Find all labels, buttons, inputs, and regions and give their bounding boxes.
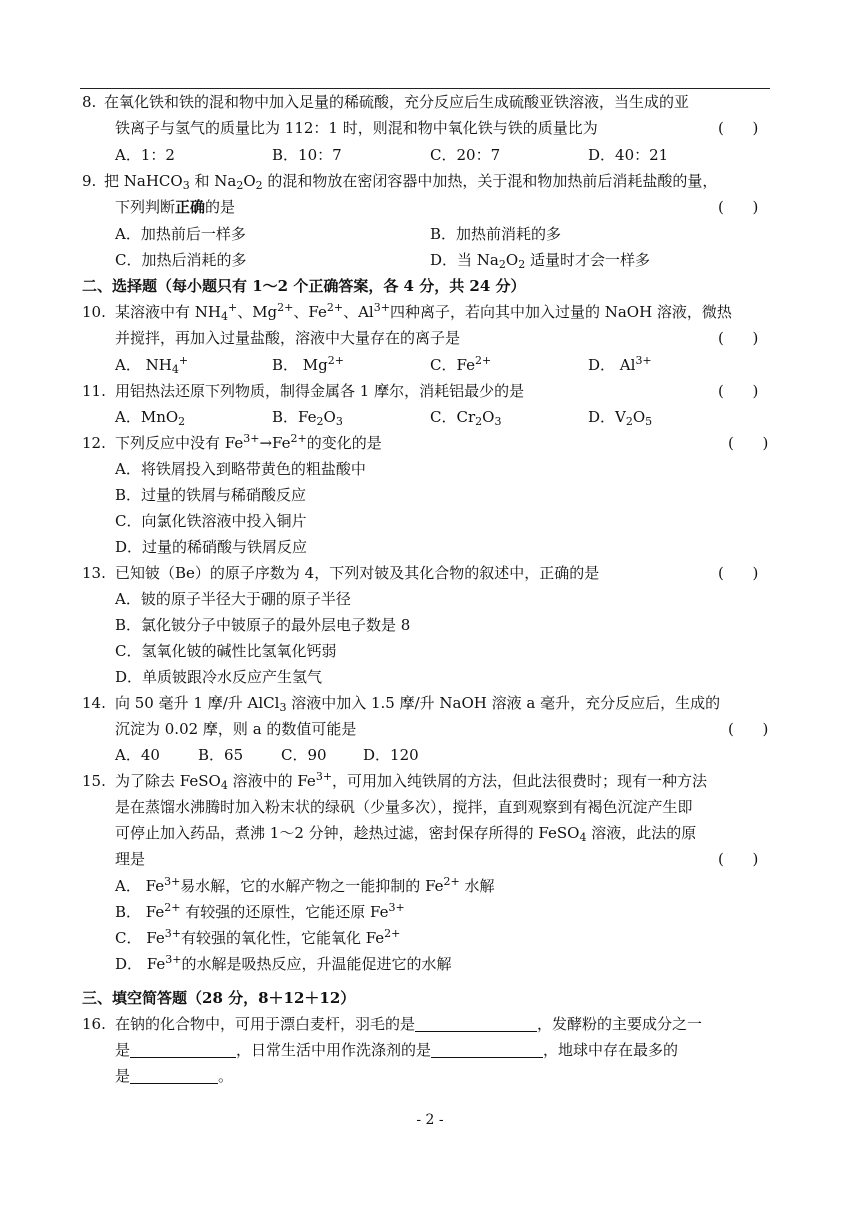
q15-line1: 为了除去 FeSO$_4$ 溶液中的 $Fe^{3+}$，可用加入纯铁屑的方法，但此法很费时；现有一种方法: [115, 770, 708, 792]
q8-option-b: B．10：7: [272, 146, 342, 164]
q11-option-d: D．$V_2O_5$: [588, 408, 653, 428]
header-rule: [80, 88, 770, 89]
q14-option-b: B．65: [198, 746, 244, 764]
q12-line1: 下列反应中没有 $Fe^{3+}\to Fe^{2+}$的变化的是: [115, 432, 382, 452]
q9-number: 9.: [82, 172, 97, 190]
q10-option-b: B． $Mg^{2+}$: [272, 354, 344, 374]
q13-option-a: A．铍的原子半径大于硼的原子半径: [115, 590, 351, 608]
q15-option-c: C． $Fe^{3+}$有较强的氧化性，它能氧化 $Fe^{2+}$: [115, 927, 401, 947]
q9-option-d: D．当 $Na_2O_2$ 适量时才会一样多: [430, 251, 650, 271]
q9-option-c: C．加热后消耗的多: [115, 251, 247, 269]
q12-option-a: A．将铁屑投入到略带黄色的粗盐酸中: [115, 460, 366, 478]
q12-option-d: D．过量的稀硝酸与铁屑反应: [115, 538, 308, 556]
q10-option-d: D． $Al^{3+}$: [588, 354, 652, 374]
q14-option-a: A．40: [115, 746, 160, 764]
q13-number: 13.: [82, 564, 106, 582]
q9-line2: 下列判断正确的是: [115, 198, 236, 216]
q8-option-a: A．1：2: [115, 146, 175, 164]
q11-number: 11.: [82, 382, 106, 400]
q11-option-c: C．$Cr_2O_3$: [430, 408, 502, 428]
page-number: - 2 -: [416, 1112, 444, 1128]
q9-option-a: A．加热前后一样多: [115, 225, 246, 243]
q11-option-a: A．MnO$_2$: [115, 408, 186, 428]
q15-line2: 是在蒸馏水沸腾时加入粉末状的绿矾（少量多次），搅拌，直到观察到有褐色沉淀产生即: [115, 798, 693, 816]
q8-number: 8.: [82, 93, 97, 111]
q8-option-d: D．40：21: [588, 146, 669, 164]
q13-option-b: B．氯化铍分子中铍原子的最外层电子数是 8: [115, 616, 411, 634]
q16-blank-1[interactable]: [415, 1015, 537, 1032]
q15-option-a: A． $Fe^{3+}$易水解，它的水解产物之一能抑制的 $Fe^{2+}$ 水解: [115, 875, 495, 895]
q12-option-c: C．向氯化铁溶液中投入铜片: [115, 512, 307, 530]
q14-answer-paren: ( ): [728, 720, 769, 738]
q15-line4: 理是: [115, 850, 146, 868]
q16-blank-3[interactable]: [431, 1041, 543, 1058]
section-3-heading: 三、填空简答题（28 分，8＋12＋12）: [82, 989, 356, 1007]
q8-option-c: C．20：7: [430, 146, 501, 164]
q8-line1: 在氧化铁和铁的混和物中加入足量的稀硫酸，充分反应后生成硫酸亚铁溶液，当生成的亚: [104, 93, 690, 111]
q12-number: 12.: [82, 434, 106, 452]
q16-line1: 在钠的化合物中，可用于漂白麦杆，羽毛的是 ，发酵粉的主要成分之一: [115, 1015, 703, 1033]
q10-line1: 某溶液中有 $NH_4^+$、$Mg^{2+}$、$Fe^{2+}$、$Al^{3+}$四种离子，若向其中加入过量的 NaOH 溶液，微热: [115, 301, 732, 323]
q15-option-b: B． $Fe^{2+}$ 有较强的还原性，它能还原 $Fe^{3+}$: [115, 901, 405, 921]
q10-option-a: A． $NH_4^+$: [115, 354, 189, 376]
q14-option-c: C．90: [281, 746, 327, 764]
q16-blank-2[interactable]: [130, 1041, 236, 1058]
q9-answer-paren: ( ): [718, 198, 759, 216]
q10-option-c: C．$Fe^{2+}$: [430, 354, 492, 374]
q12-option-b: B．过量的铁屑与稀硝酸反应: [115, 486, 307, 504]
q9-line1: 把 NaHCO$_3$ 和 $Na_2O_2$ 的混和物放在密闭容器中加热，关于混和物加热前后消耗盐酸的量，: [104, 172, 718, 192]
q16-line2: 是 ，日常生活中用作洗涤剂的是 ，地球中存在最多的: [115, 1041, 679, 1059]
q13-line1: 已知铍（Be）的原子序数为 4，下列对铍及其化合物的叙述中，正确的是: [115, 564, 600, 582]
q8-line2: 铁离子与氢气的质量比为 112：1 时，则混和物中氧化铁与铁的质量比为: [115, 119, 598, 137]
q11-option-b: B．$Fe_2O_3$: [272, 408, 343, 428]
q11-line1: 用铝热法还原下列物质，制得金属各 1 摩尔，消耗铝最少的是: [115, 382, 525, 400]
q15-line3: 可停止加入药品，煮沸 1～2 分钟，趁热过滤，密封保存所得的 FeSO$_4$ 溶液，此法的原: [115, 824, 697, 844]
q9-option-b: B．加热前消耗的多: [430, 225, 562, 243]
q10-number: 10.: [82, 303, 106, 321]
q16-number: 16.: [82, 1015, 106, 1033]
q16-line3: 是 。: [115, 1067, 234, 1085]
q13-option-d: D．单质铍跟冷水反应产生氢气: [115, 668, 323, 686]
q12-answer-paren: ( ): [728, 434, 769, 452]
q14-line1: 向 50 毫升 1 摩/升 AlCl$_3$ 溶液中加入 1.5 摩/升 NaOH 溶液 a 毫升，充分反应后，生成的: [115, 694, 721, 714]
q10-line2: 并搅拌，再加入过量盐酸，溶液中大量存在的离子是: [115, 329, 461, 347]
q16-blank-4[interactable]: [130, 1067, 218, 1084]
q11-answer-paren: ( ): [718, 382, 759, 400]
q13-answer-paren: ( ): [718, 564, 759, 582]
q10-answer-paren: ( ): [718, 329, 759, 347]
q13-option-c: C．氢氧化铍的碱性比氢氧化钙弱: [115, 642, 337, 660]
q15-answer-paren: ( ): [718, 850, 759, 868]
q14-option-d: D．120: [363, 746, 419, 764]
q14-line2: 沉淀为 0.02 摩，则 a 的数值可能是: [115, 720, 357, 738]
q8-answer-paren: ( ): [718, 119, 759, 137]
q15-number: 15.: [82, 772, 106, 790]
q14-number: 14.: [82, 694, 106, 712]
section-2-heading: 二、选择题（每小题只有 1～2 个正确答案，各 4 分，共 24 分）: [82, 277, 526, 295]
q15-option-d: D． $Fe^{3+}$的水解是吸热反应，升温能促进它的水解: [115, 953, 452, 973]
